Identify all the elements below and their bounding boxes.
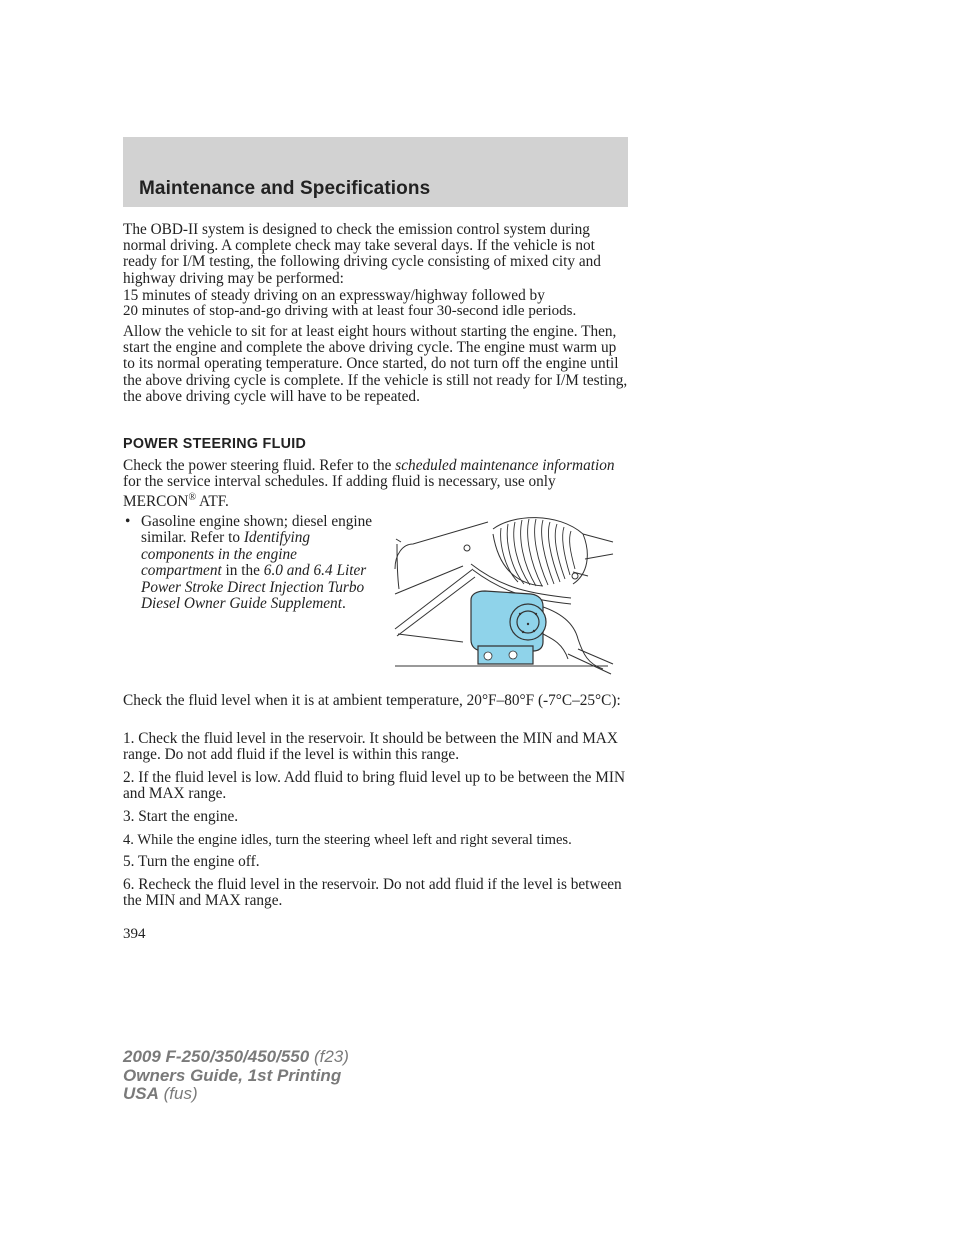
bullet-text	[141, 514, 381, 612]
bullet-text-c: .	[341, 595, 346, 613]
step-5: 5. Turn the engine off.	[123, 853, 260, 870]
temperature-note: Check the fluid level when it is at ambient temperature, 20°F–80°F (-7°C–25°C):	[123, 692, 621, 709]
registered-mark: ®	[188, 492, 197, 504]
diesel-supplement-reference: 6.0 and 6.4 Liter Power Stroke Direct Injection Turbo Diesel Owner Guide Supplement	[141, 562, 367, 613]
driving-cycle-line-2: 20 minutes of stop-and-go driving with at least four 30-second idle periods.	[123, 303, 577, 319]
document-footer	[123, 1048, 349, 1104]
power-steering-intro	[123, 458, 629, 511]
intro-text-c: ATF.	[196, 493, 229, 511]
intro-text-b: for the service interval schedules. If adding fluid is necessary, use only MERCON	[123, 473, 556, 511]
bullet-symbol: •	[125, 513, 131, 530]
footer-model-code: (f23)	[309, 1047, 349, 1066]
intro-text-a: Check the power steering fluid. Refer to the	[123, 457, 396, 474]
power-steering-heading: POWER STEERING FLUID	[123, 436, 307, 452]
step-4: 4. While the engine idles, turn the steering wheel left and right several times.	[123, 832, 572, 848]
driving-cycle-line-1: 15 minutes of steady driving on an expressway/highway followed by	[123, 287, 545, 304]
allow-sit-paragraph: Allow the vehicle to sit for at least eight hours without starting the engine. Then, start the engine and complete the above driving cycle. The engine must warm up to its normal operating temperature. Once started, do not turn off the engine until the above driving cycle is complete. If the vehicle is still not ready for I/M testing, the above driving cycle will have to be repeated.	[123, 323, 628, 405]
footer-printing: Owners Guide, 1st Printing	[123, 1065, 342, 1085]
step-3: 3. Start the engine.	[123, 808, 239, 825]
scheduled-maintenance-reference: scheduled maintenance information	[395, 457, 615, 474]
step-1: 1. Check the fluid level in the reservoir. It should be between the MIN and MAX range. Do not add fluid if the level is within this range.	[123, 730, 618, 764]
step-6: 6. Recheck the fluid level in the reservoir. Do not add fluid if the level is between the MIN and MAX range.	[123, 876, 622, 910]
footer-market-code: (fus)	[158, 1084, 198, 1103]
footer-model: 2009 F-250/350/450/550	[123, 1047, 310, 1066]
footer-line-2	[123, 1067, 349, 1086]
identifying-components-reference: Identifying components in the engine compartment	[141, 529, 311, 580]
footer-line-3	[123, 1085, 349, 1104]
section-title: Maintenance and Specifications	[139, 178, 431, 199]
step-2: 2. If the fluid level is low. Add fluid to bring fluid level up to be between the MIN and MAX range.	[123, 769, 626, 803]
section-header-band	[123, 137, 628, 207]
page-number: 394	[123, 926, 146, 942]
obd-intro-paragraph: The OBD-II system is designed to check the emission control system during normal driving. A complete check may take several days. If the vehicle is not ready for I/M testing, the following driving cycle consisting of mixed city and highway driving may be performed:	[123, 221, 601, 287]
power-steering-reservoir-illustration	[393, 514, 615, 676]
footer-line-1	[123, 1048, 349, 1067]
bullet-text-a: Gasoline engine shown; diesel engine similar. Refer to	[141, 513, 373, 547]
footer-market: USA	[123, 1084, 159, 1103]
bullet-text-b: in the	[221, 562, 264, 580]
